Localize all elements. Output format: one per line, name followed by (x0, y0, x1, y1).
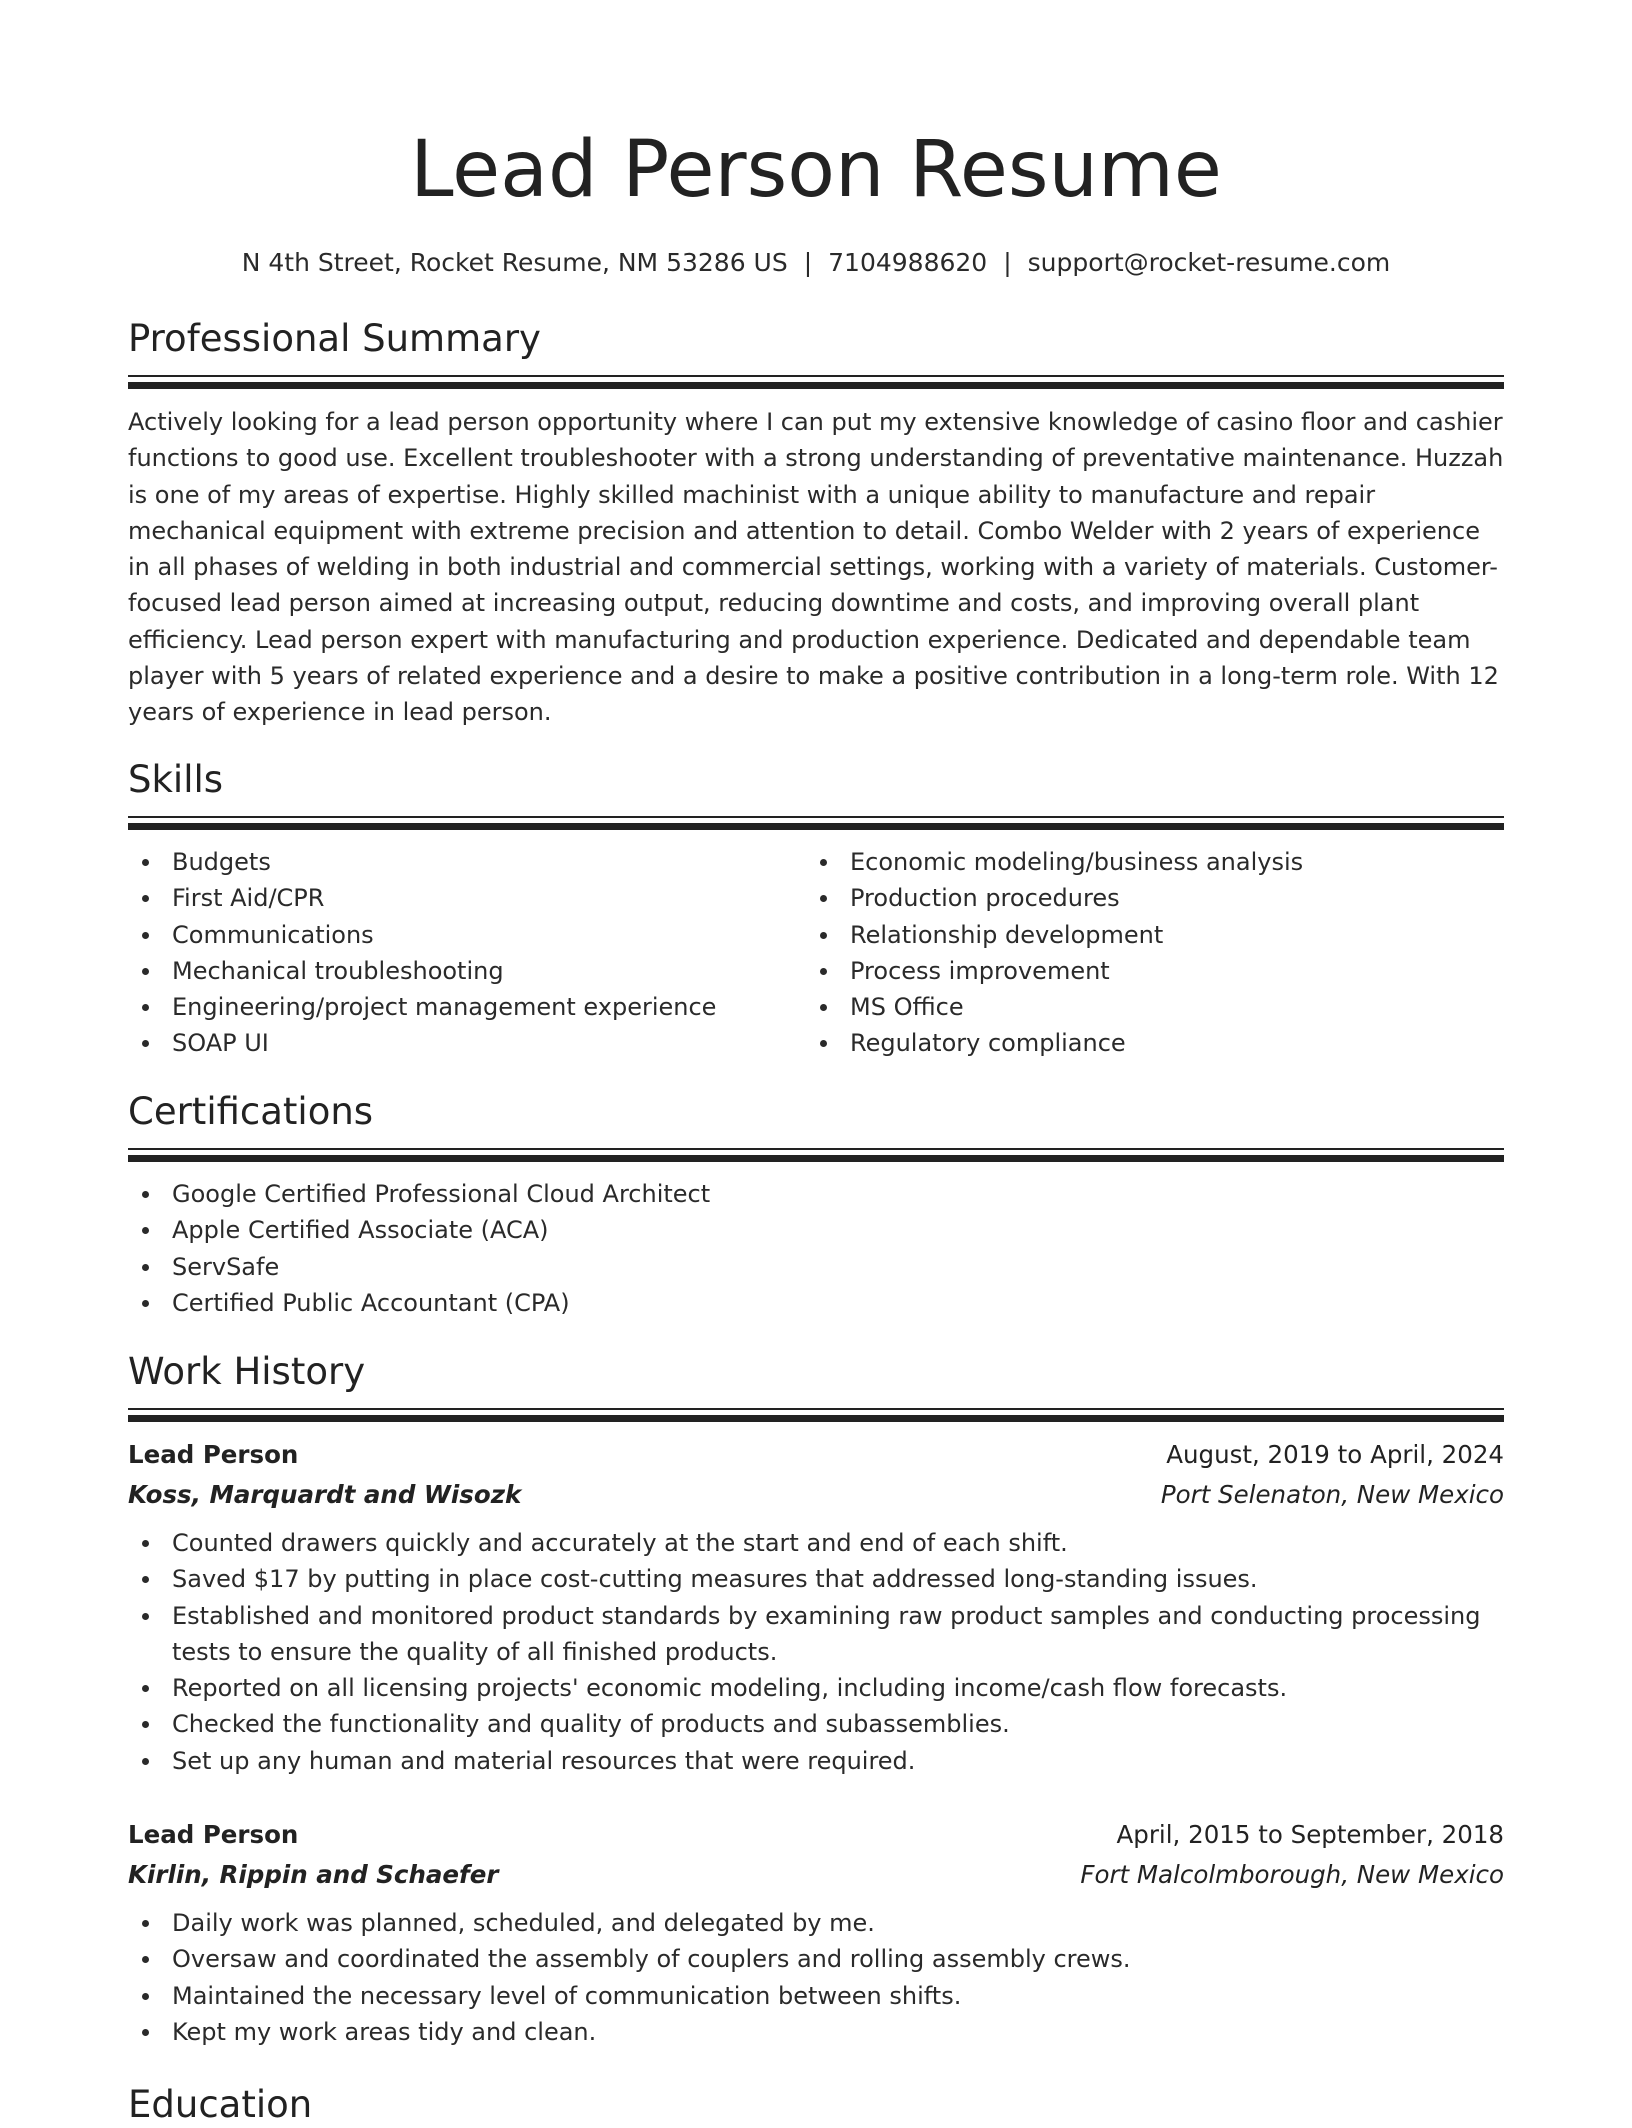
job-bullet: Maintained the necessary level of communication between shifts. (128, 1978, 1504, 2014)
section-divider-thick (128, 1155, 1504, 1162)
skill-item: First Aid/CPR (128, 880, 806, 916)
contact-email: support@rocket-resume.com (1027, 248, 1391, 277)
skills-grid (128, 844, 1504, 1062)
certification-item: Apple Certified Associate (ACA) (128, 1212, 1504, 1248)
job-header-row (128, 1435, 1504, 1475)
job-company-row (128, 1475, 1504, 1515)
job-company: Kirlin, Rippin and Schaefer (128, 1860, 499, 1889)
skill-item: Process improvement (806, 953, 1484, 989)
section-divider-thick (128, 382, 1504, 389)
job-bullet: Kept my work areas tidy and clean. (128, 2014, 1504, 2050)
skill-item: SOAP UI (128, 1025, 806, 1061)
job-title: Lead Person (128, 1820, 299, 1849)
job-header-row (128, 1815, 1504, 1855)
skill-item: MS Office (806, 989, 1484, 1025)
resume-page (128, 0, 1504, 2126)
skill-item: Production procedures (806, 880, 1484, 916)
contact-phone: 7104988620 (828, 248, 988, 277)
section-heading-education: Education (128, 2083, 313, 2126)
job-company-row (128, 1855, 1504, 1895)
skill-item: Relationship development (806, 917, 1484, 953)
section-divider (128, 1408, 1504, 1410)
section-divider-thick (128, 1415, 1504, 1422)
certification-item: Google Certified Professional Cloud Architect (128, 1176, 1504, 1212)
work-history-section (128, 1349, 1504, 2046)
job-dates: April, 2015 to September, 2018 (1116, 1820, 1504, 1849)
certification-item: Certified Public Accountant (CPA) (128, 1285, 1504, 1321)
job-bullet: Set up any human and material resources that were required. (128, 1743, 1504, 1779)
contact-separator: | (803, 248, 813, 277)
job-bullet: Daily work was planned, scheduled, and delegated by me. (128, 1905, 1504, 1941)
job-bullet: Reported on all licensing projects' economic modeling, including income/cash flow forecasts. (128, 1670, 1504, 1706)
skill-item: Mechanical troubleshooting (128, 953, 806, 989)
job-bullet: Established and monitored product standards by examining raw product samples and conducting processing tests to ensure the quality of all finished products. (128, 1598, 1504, 1671)
section-divider (128, 1148, 1504, 1150)
job-title: Lead Person (128, 1440, 299, 1469)
job-bullet: Counted drawers quickly and accurately at the start and end of each shift. (128, 1525, 1504, 1561)
job-bullet: Oversaw and coordinated the assembly of couplers and rolling assembly crews. (128, 1941, 1504, 1977)
job-bullets (128, 1525, 1504, 1779)
section-divider-thick (128, 823, 1504, 830)
skills-list-right (806, 844, 1484, 1062)
section-heading-work: Work History (128, 1350, 366, 1393)
skill-item: Engineering/project management experience (128, 989, 806, 1025)
job-bullet: Saved $17 by putting in place cost-cutting measures that addressed long-standing issues. (128, 1561, 1504, 1597)
section-heading-certifications: Certifications (128, 1090, 374, 1133)
contact-address: N 4th Street, Rocket Resume, NM 53286 US (241, 248, 788, 277)
job-dates: August, 2019 to April, 2024 (1166, 1440, 1504, 1469)
job-bullet: Checked the functionality and quality of products and subassemblies. (128, 1706, 1504, 1742)
skill-item: Economic modeling/business analysis (806, 844, 1484, 880)
job-entry (128, 1435, 1504, 1779)
section-heading-summary: Professional Summary (128, 317, 541, 360)
section-divider (128, 816, 1504, 818)
skills-section (128, 757, 1504, 1062)
job-location: Fort Malcolmborough, New Mexico (1080, 1860, 1504, 1889)
summary-text: Actively looking for a lead person opportunity where I can put my extensive knowledge of casino floor and cashier functions to good use. Excellent troubleshooter with a strong understanding of preventative maintenance. Huzzah is one of my areas of expertise. Highly skilled machinist with a unique ability to manufacture and repair mechanical equipment with extreme precision and attention to detail. Combo Welder with 2 years of experience in all phases of welding in both industrial and commercial settings, working with a variety of materials. Customer-focused lead person aimed at increasing output, reducing downtime and costs, and improving overall plant efficiency. Lead person expert with manufacturing and production experience. Dedicated and dependable team player with 5 years of related experience and a desire to make a positive contribution in a long-term role. With 12 years of experience in lead person. (128, 408, 1504, 727)
job-location: Port Selenaton, New Mexico (1160, 1480, 1504, 1509)
skill-item: Budgets (128, 844, 806, 880)
contact-separator: | (1003, 248, 1012, 277)
education-section (128, 2082, 1504, 2128)
section-heading-skills: Skills (128, 758, 224, 801)
job-entry (128, 1815, 1504, 2050)
summary-section (128, 316, 1504, 731)
skill-item: Communications (128, 917, 806, 953)
section-divider (128, 375, 1504, 377)
job-company: Koss, Marquardt and Wisozk (128, 1480, 522, 1509)
resume-title: Lead Person Resume (410, 125, 1222, 215)
certification-item: ServSafe (128, 1249, 1504, 1285)
contact-line (128, 246, 1504, 280)
certifications-section (128, 1089, 1504, 1321)
certifications-list (128, 1176, 1504, 1321)
skills-list-left (128, 844, 806, 1062)
job-bullets (128, 1905, 1504, 2050)
skill-item: Regulatory compliance (806, 1025, 1484, 1061)
